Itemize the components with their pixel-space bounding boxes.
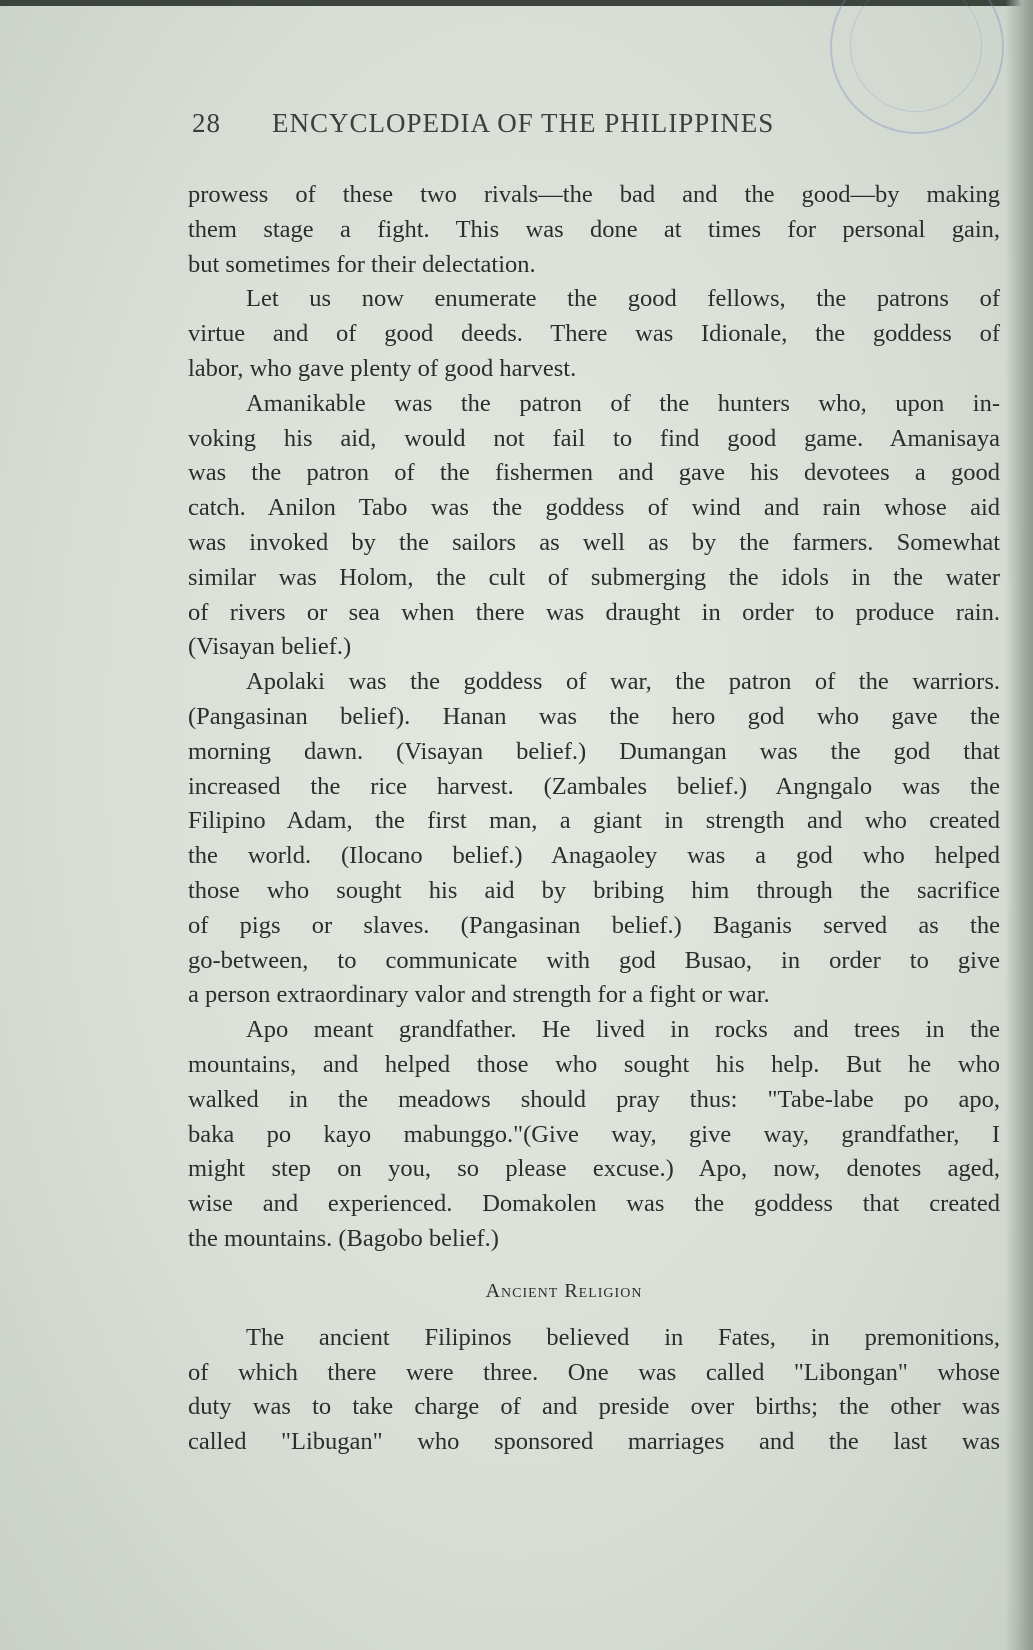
page-number: 28 — [192, 108, 221, 138]
text-line: of pigs or slaves. (Pangasinan belief.) Baganis served as the — [188, 911, 1000, 939]
text-line: duty was to take charge of and preside over births; the other was — [188, 1393, 1000, 1421]
text-line: Filipino Adam, the first man, a giant in strength and who created — [188, 807, 1000, 835]
text-line: Apo meant grandfather. He lived in rocks and trees in the — [246, 1016, 1000, 1044]
body-text — [188, 178, 1000, 1460]
text-line: The ancient Filipinos believed in Fates, in premonitions, — [246, 1323, 1000, 1351]
text-line: similar was Holom, the cult of submerging the idols in the water — [188, 563, 1000, 591]
text-line: those who sought his aid by bribing him through the sacrifice — [188, 876, 1000, 904]
paragraphs-before-heading — [188, 178, 1000, 1257]
text-line: mountains, and helped those who sought his help. But he who — [188, 1050, 1000, 1078]
text-line: the world. (Ilocano belief.) Anagaoley was a god who helped — [188, 842, 1000, 870]
text-line: called "Libugan" who sponsored marriages and the last was — [188, 1428, 1000, 1456]
text-line: voking his aid, would not fail to find good game. Amanisaya — [188, 424, 1000, 452]
text-line: was invoked by the sailors as well as by the farmers. Somewhat — [188, 528, 1000, 556]
text-line: go-between, to communicate with god Busao, in order to give — [188, 946, 1000, 974]
text-line: Apolaki was the goddess of war, the patron of the warriors. — [246, 668, 1000, 696]
page-binding-edge — [1005, 0, 1033, 1650]
text-line: a person extraordinary valor and strength for a fight or war. — [188, 981, 770, 1009]
text-line: (Visayan belief.) — [188, 633, 352, 661]
text-line: (Pangasinan belief). Hanan was the hero god who gave the — [188, 702, 1000, 730]
running-header — [192, 108, 912, 139]
paragraphs-after-heading — [188, 1321, 1000, 1460]
text-line: labor, who gave plenty of good harvest. — [188, 354, 577, 382]
text-line: Let us now enumerate the good fellows, the patrons of — [246, 285, 1000, 313]
text-line: of which there were three. One was called "Libongan" whose — [188, 1358, 1000, 1386]
text-line: Amanikable was the patron of the hunters who, upon in- — [246, 389, 1000, 417]
section-heading: Ancient Religion — [485, 1279, 643, 1302]
text-line: but sometimes for their delectation. — [188, 250, 536, 278]
text-line: virtue and of good deeds. There was Idionale, the goddess of — [188, 320, 1000, 348]
book-title: ENCYCLOPEDIA OF THE PHILIPPINES — [272, 108, 775, 138]
text-line: morning dawn. (Visayan belief.) Dumangan was the god that — [188, 737, 1000, 765]
text-line: them stage a fight. This was done at times for personal gain, — [188, 215, 1000, 243]
text-line: increased the rice harvest. (Zambales belief.) Angngalo was the — [188, 772, 1000, 800]
text-line: catch. Anilon Tabo was the goddess of wind and rain whose aid — [188, 494, 1000, 522]
text-line: was the patron of the fishermen and gave his devotees a good — [188, 459, 1000, 487]
text-line: wise and experienced. Domakolen was the goddess that created — [188, 1190, 1000, 1218]
text-line: might step on you, so please excuse.) Apo, now, denotes aged, — [188, 1155, 1000, 1183]
text-line: walked in the meadows should pray thus: "Tabe-labe po apo, — [188, 1085, 1000, 1113]
text-line: of rivers or sea when there was draught in order to produce rain. — [188, 598, 1000, 626]
text-line: baka po kayo mabunggo."(Give way, give way, grandfather, I — [188, 1120, 1000, 1148]
text-line: the mountains. (Bagobo belief.) — [188, 1224, 499, 1252]
text-line: prowess of these two rivals—the bad and the good—by making — [188, 181, 1000, 208]
